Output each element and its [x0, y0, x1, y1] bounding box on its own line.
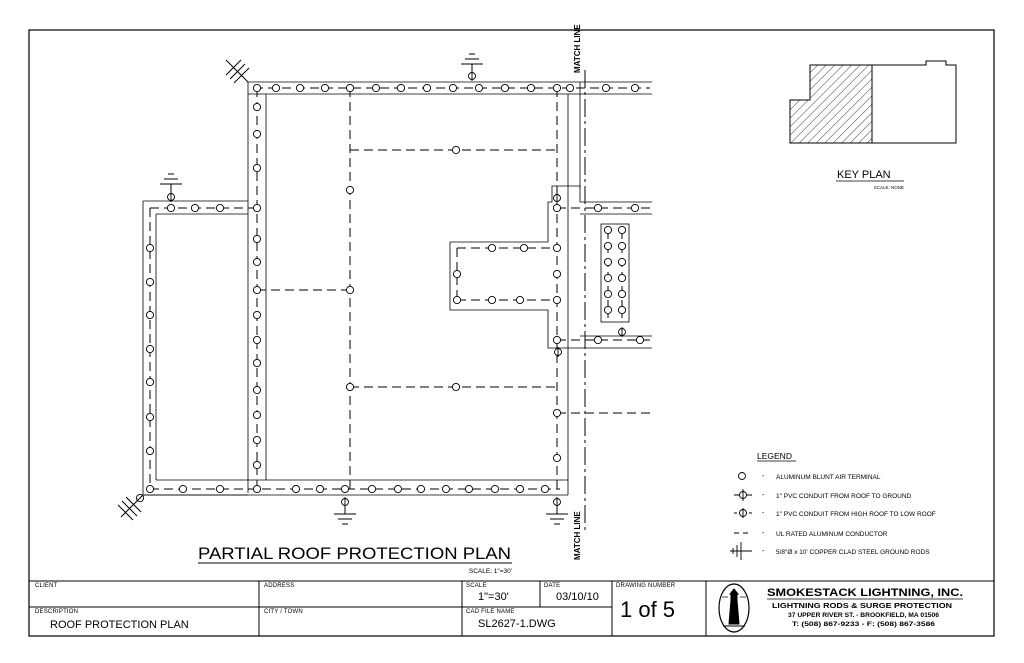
- air-terminal-symbol: [604, 258, 611, 265]
- corner-hatch: [118, 60, 249, 520]
- air-terminal-symbol: [146, 278, 153, 285]
- air-terminal-symbol: [553, 270, 560, 277]
- drawing-number-value: 1 of 5: [620, 597, 676, 622]
- air-terminal-symbol: [394, 485, 401, 492]
- date-label: DATE: [544, 583, 561, 589]
- date-value: 03/10/10: [556, 591, 599, 603]
- ground-rod-symbol: [546, 507, 568, 524]
- air-terminal-symbol: [465, 485, 472, 492]
- svg-text:-: -: [762, 548, 765, 555]
- air-terminal-symbol: [553, 454, 560, 461]
- legend-item-text: 1" PVC CONDUIT FROM HIGH ROOF TO LOW ROOF: [776, 511, 936, 518]
- air-terminal-symbol: [397, 84, 404, 91]
- air-terminal-symbol: [253, 311, 260, 318]
- conduit-marker: [554, 497, 561, 507]
- air-terminal-symbol: [475, 84, 482, 91]
- air-terminal-symbol: [501, 84, 508, 91]
- air-terminal-symbol: [618, 226, 625, 233]
- air-terminal-symbol: [618, 258, 625, 265]
- air-terminal-symbol: [527, 84, 534, 91]
- address-label: ADDRESS: [264, 583, 295, 589]
- ground-rod-symbol: [334, 507, 356, 524]
- description-label: DESCRIPTION: [35, 609, 79, 615]
- air-terminal-symbol: [553, 409, 560, 416]
- ground-rod-symbol: [461, 54, 483, 71]
- air-terminal-symbol: [341, 485, 348, 492]
- company-tagline: LIGHTNING RODS & SURGE PROTECTION: [772, 601, 952, 610]
- legend-pvc-ground-symbol: [734, 489, 752, 501]
- air-terminal-symbol: [423, 84, 430, 91]
- air-terminal-symbol: [604, 290, 611, 297]
- air-terminal-symbol: [346, 84, 353, 91]
- air-terminal-symbol: [253, 235, 260, 242]
- legend-item-text: ALUMINUM BLUNT AIR TERMINAL: [776, 474, 881, 481]
- air-terminal-symbol: [488, 296, 495, 303]
- conduit-marker: [555, 347, 562, 357]
- company-address: 37 UPPER RIVER ST. - BROOKFIELD, MA 01506: [788, 613, 940, 619]
- air-terminal-symbol: [316, 485, 323, 492]
- air-terminal-symbol: [453, 270, 460, 277]
- conduit-marker: [554, 193, 561, 203]
- air-terminal-symbol: [146, 244, 153, 251]
- match-line-label-bottom: MATCH LINE: [573, 511, 582, 560]
- cad-file-value: SL2627-1.DWG: [478, 618, 556, 630]
- air-terminal-symbol: [452, 383, 459, 390]
- air-terminal-symbol: [146, 345, 153, 352]
- air-terminal-symbol: [442, 485, 449, 492]
- conduit-marker: [168, 192, 175, 202]
- ground-rods: [160, 54, 568, 524]
- air-terminal-symbol: [253, 461, 260, 468]
- air-terminal-symbol: [253, 386, 260, 393]
- air-terminal-symbol: [296, 84, 303, 91]
- air-terminal-symbol: [631, 204, 638, 211]
- air-terminal-symbol: [618, 306, 625, 313]
- air-terminal-symbol: [253, 336, 260, 343]
- air-terminal-symbol: [167, 204, 174, 211]
- legend-items: [776, 474, 936, 556]
- air-terminal-symbol: [253, 130, 260, 137]
- air-terminal-symbol: [253, 286, 260, 293]
- air-terminal-symbol: [253, 164, 260, 171]
- air-terminal-symbol: [417, 485, 424, 492]
- air-terminal-symbol: [146, 378, 153, 385]
- air-terminal-symbol: [594, 336, 601, 343]
- legend-pvc-roof-symbol: [734, 508, 752, 518]
- legend-item-text: 1" PVC CONDUIT FROM ROOF TO GROUND: [776, 493, 912, 500]
- air-terminal-symbol: [631, 84, 638, 91]
- svg-text:-: -: [762, 510, 765, 517]
- air-terminal-symbol: [618, 274, 625, 281]
- legend-symbols: [730, 473, 752, 561]
- conduit-marker: [619, 327, 626, 337]
- legend-item-text: UL RATED ALUMINUM CONDUCTOR: [776, 531, 888, 538]
- air-terminal-symbol: [191, 204, 198, 211]
- air-terminal-symbol: [253, 359, 260, 366]
- air-terminal-symbol: [594, 204, 601, 211]
- air-terminal-symbol: [553, 204, 560, 211]
- city-label: CITY / TOWN: [264, 609, 303, 615]
- key-plan-scale: SCALE: NONE: [873, 185, 904, 190]
- air-terminal-symbol: [146, 413, 153, 420]
- air-terminal-symbol: [636, 336, 643, 343]
- air-terminal-symbol: [346, 383, 353, 390]
- air-terminal-symbol: [216, 485, 223, 492]
- air-terminal-symbol: [516, 296, 523, 303]
- air-terminal-symbol: [146, 485, 153, 492]
- air-terminal-symbol: [618, 290, 625, 297]
- key-plan-title: KEY PLAN: [837, 169, 891, 181]
- company-name: SMOKESTACK LIGHTNING, INC.: [767, 587, 963, 599]
- key-plan-drawing: [790, 61, 956, 143]
- air-terminal-symbol: [292, 485, 299, 492]
- conduit-marker: [469, 71, 476, 81]
- air-terminal-symbol: [346, 186, 353, 193]
- air-terminal-symbol: [253, 258, 260, 265]
- air-terminal-symbol: [346, 286, 353, 293]
- air-terminal-symbol: [488, 244, 495, 251]
- air-terminal-symbol: [179, 485, 186, 492]
- air-terminal-symbol: [541, 485, 548, 492]
- air-terminal-symbol: [453, 296, 460, 303]
- air-terminal-symbol: [516, 485, 523, 492]
- air-terminal-symbol: [146, 447, 153, 454]
- air-terminal-symbol: [253, 411, 260, 418]
- client-label: CLIENT: [35, 583, 58, 589]
- air-terminal-symbol: [553, 296, 560, 303]
- building-outline: [143, 82, 652, 495]
- scale-label: SCALE: [466, 583, 487, 589]
- air-terminal-symbol: [253, 204, 260, 211]
- air-terminal-symbol: [553, 244, 560, 251]
- scale-value: 1"=30': [478, 591, 509, 603]
- cad-file-label: CAD FILE NAME: [466, 609, 515, 615]
- air-terminal-symbol: [272, 84, 279, 91]
- air-terminal-symbol: [566, 84, 573, 91]
- air-terminal-symbol: [253, 103, 260, 110]
- ground-rod-symbol: [160, 174, 182, 192]
- description-value: ROOF PROTECTION PLAN: [50, 619, 189, 631]
- air-terminal-symbol: [253, 436, 260, 443]
- air-terminal-symbol: [553, 84, 560, 91]
- air-terminal-symbol: [604, 226, 611, 233]
- air-terminal-symbol: [491, 485, 498, 492]
- match-line-label-top: MATCH LINE: [573, 24, 582, 73]
- svg-text:-: -: [762, 492, 765, 499]
- air-terminal-symbol: [253, 485, 260, 492]
- air-terminal-symbol: [618, 242, 625, 249]
- legend-air-terminal-symbol: [739, 473, 746, 480]
- air-terminal-symbol: [253, 84, 260, 91]
- plan-scale: SCALE: 1"=30': [468, 568, 512, 575]
- company-phone: T: (508) 867-9233 - F: (508) 867-3586: [792, 622, 936, 628]
- legend-title: LEGEND: [757, 451, 792, 461]
- air-terminal-symbol: [452, 146, 459, 153]
- air-terminals: [136, 84, 643, 501]
- legend-dashes: [762, 473, 765, 555]
- air-terminal-symbol: [602, 84, 609, 91]
- conduit-marker: [342, 497, 349, 507]
- air-terminal-symbol: [321, 84, 328, 91]
- plan-title: PARTIAL ROOF PROTECTION PLAN: [198, 544, 511, 563]
- legend-item-text: 5/8"Ø x 10' COPPER CLAD STEEL GROUND RODS: [776, 549, 930, 556]
- air-terminal-symbol: [368, 485, 375, 492]
- air-terminal-symbol: [520, 244, 527, 251]
- air-terminal-symbol: [604, 242, 611, 249]
- air-terminal-symbol: [216, 204, 223, 211]
- drawing-number-label: DRAWING NUMBER: [616, 583, 676, 589]
- air-terminal-symbol: [449, 84, 456, 91]
- conductors: [150, 88, 650, 489]
- roof-plan: [118, 54, 652, 530]
- svg-text:-: -: [762, 530, 765, 537]
- air-terminal-symbol: [604, 274, 611, 281]
- legend-ground-rod-symbol: [730, 542, 752, 560]
- svg-text:-: -: [762, 473, 765, 480]
- air-terminal-symbol: [604, 306, 611, 313]
- air-terminal-symbol: [146, 311, 153, 318]
- lighthouse-logo-icon: [719, 584, 749, 632]
- air-terminal-symbol: [372, 84, 379, 91]
- air-terminal-symbol: [553, 336, 560, 343]
